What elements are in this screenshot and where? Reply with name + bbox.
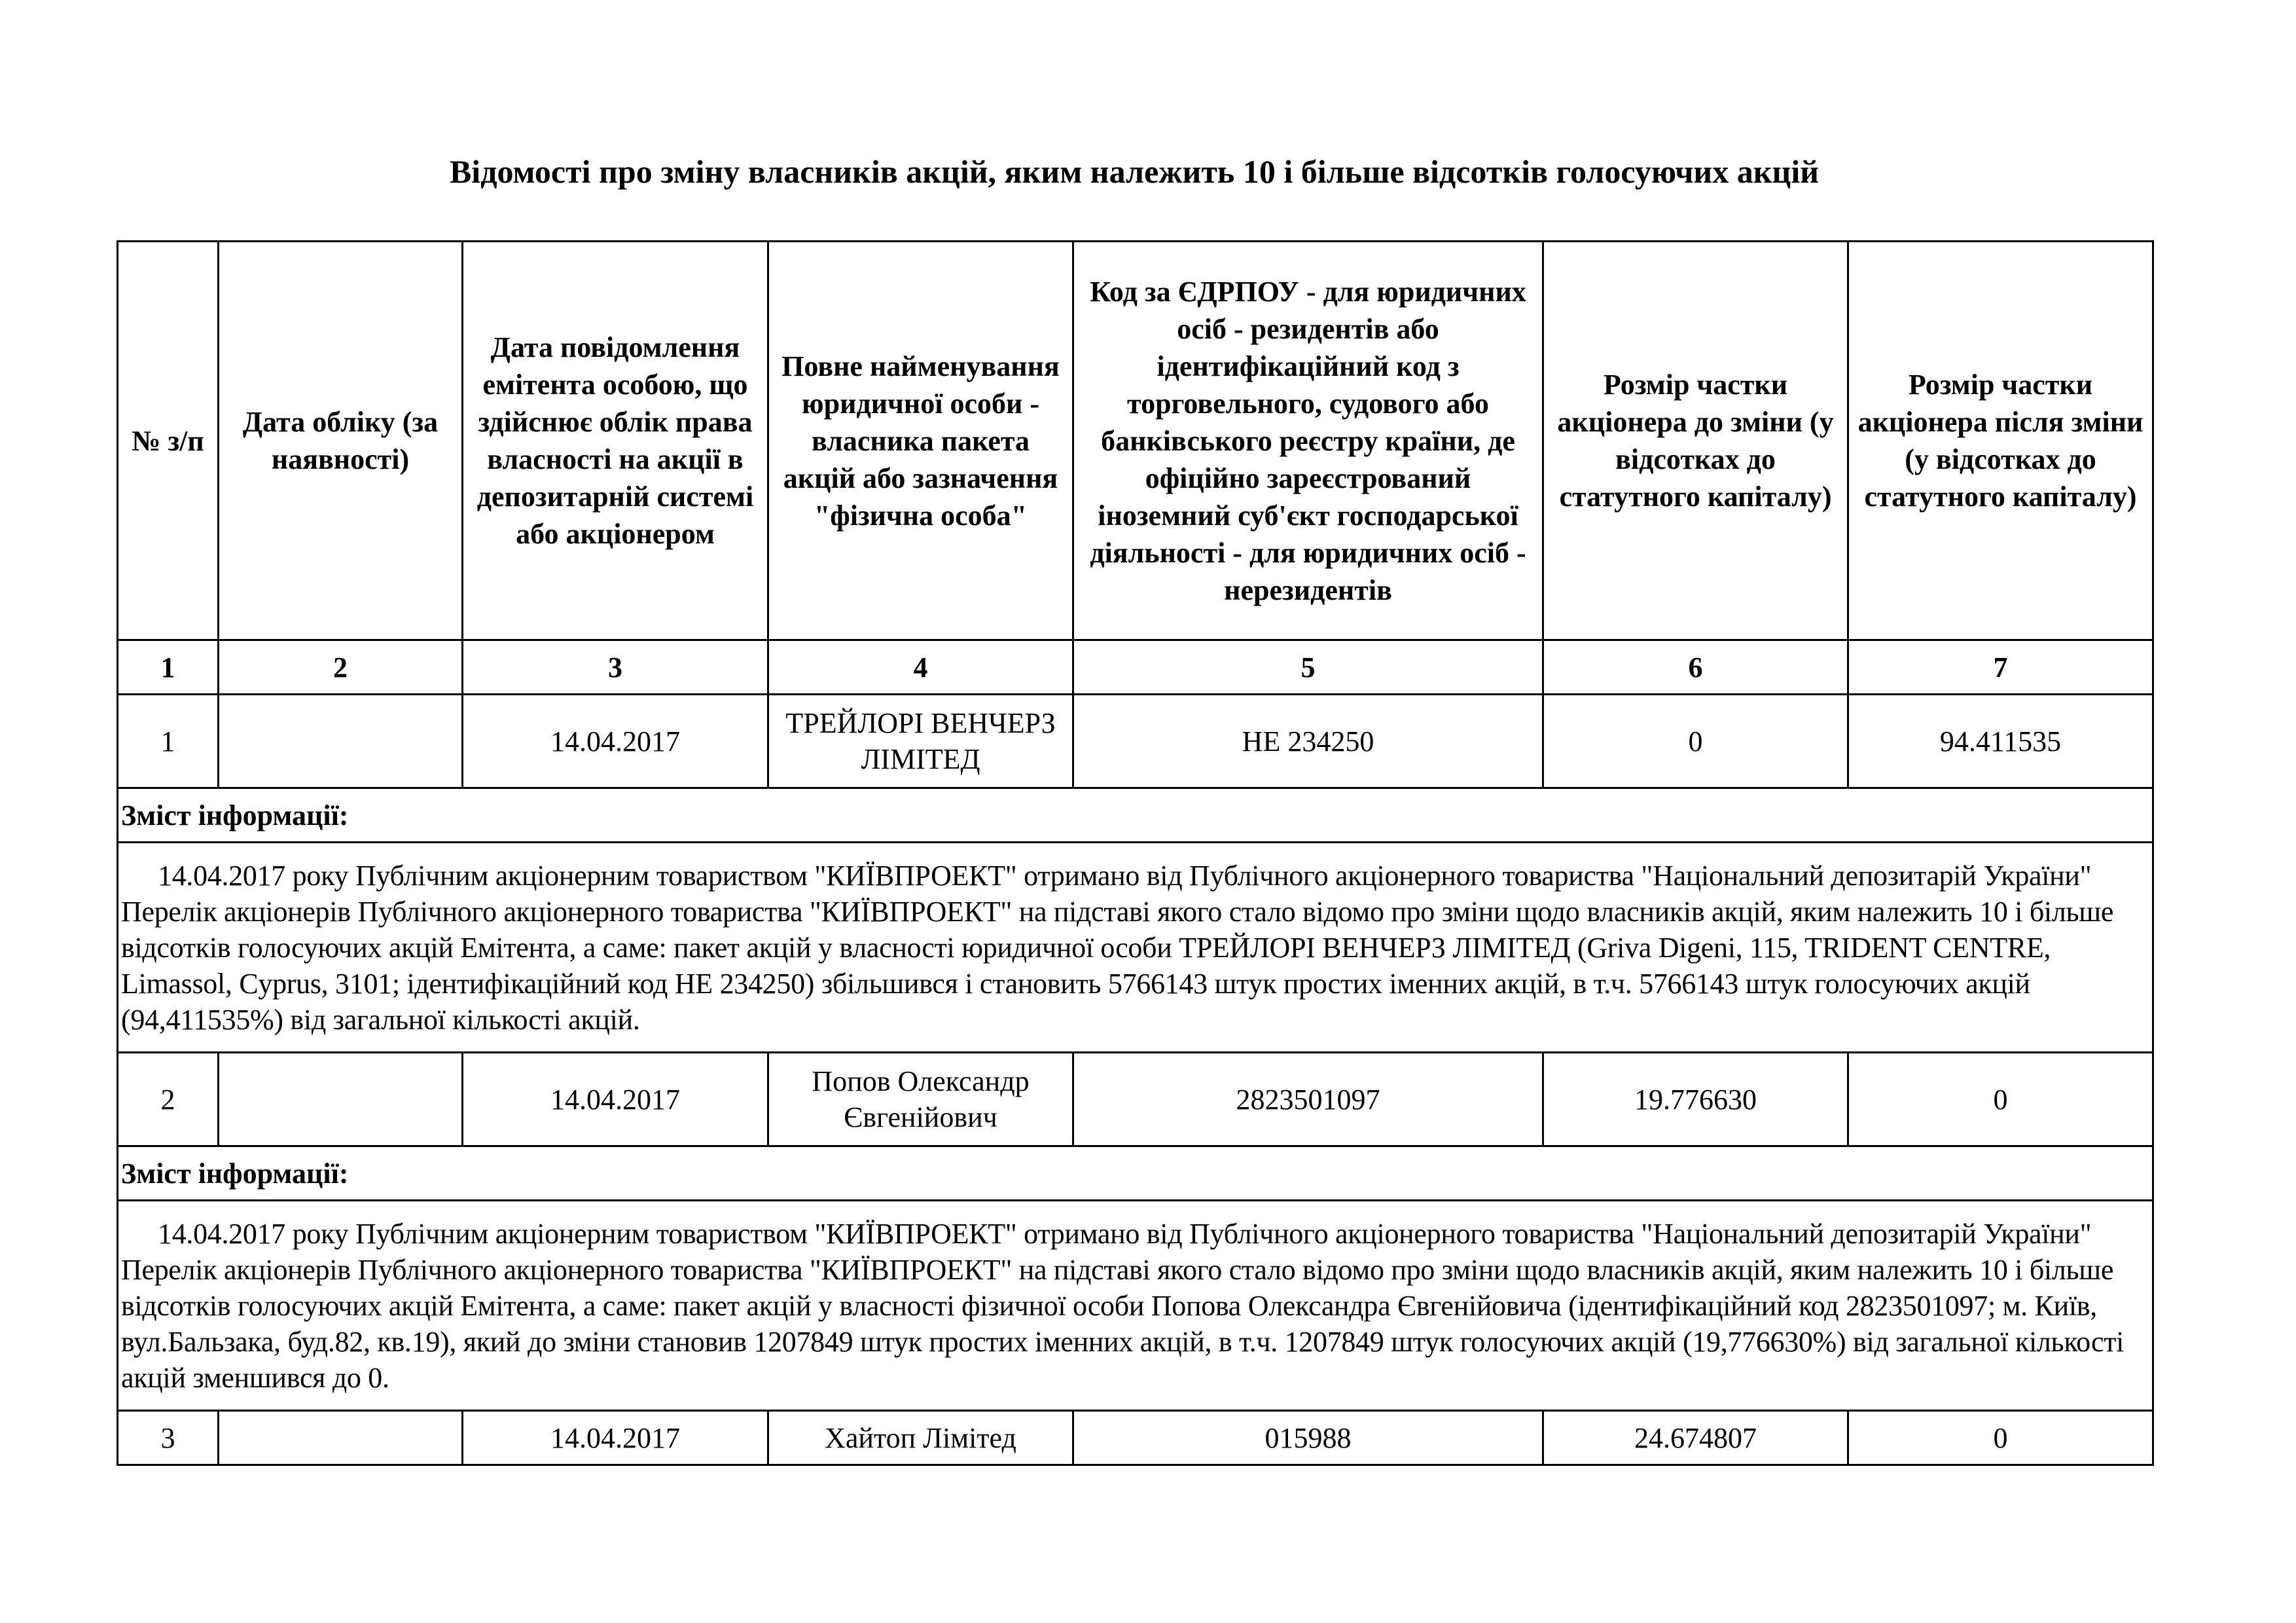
info-text: 14.04.2017 року Публічним акціонерним товариством "КИЇВПРОЕКТ" отримано від Публічного акціонерного товариства "Національний депозитарій України" Перелік акціонерів Публічного акціонерного товариства "КИЇВПРОЕКТ" на підставі якого стало відомо про зміни щодо власників акцій, яким належить 10 і більше відсотків голосуючих акцій Емітента, а саме: пакет акцій у власності фізичної особи Попова Олександра Євгенійовича (ідентифікаційний код 2823501097; м. Київ, вул.Бальзака, буд.82, кв.19), який до зміни становив 1207849 штук простих іменних акцій, в т.ч. 1207849 штук голосуючих акцій (19,776630%) від загальної кількості акцій зменшився до 0. bbox=[118, 1201, 2153, 1411]
header-cell-owner-name: Повне найменування юридичної особи - власника пакета акцій або зазначення "фізична особа" bbox=[768, 242, 1073, 640]
header-cell-code: Код за ЄДРПОУ - для юридичних осіб - резидентів або ідентифікаційний код з торговельного, судового або банківського реєстру країни, де офіційно зареєстрований іноземний суб'єкт господарської діяльності - для юридичних осіб - нерезидентів bbox=[1073, 242, 1543, 640]
info-label-row bbox=[118, 788, 2153, 843]
share-before: 24.674807 bbox=[1543, 1411, 1848, 1465]
share-before: 0 bbox=[1543, 695, 1848, 788]
column-number: 4 bbox=[768, 640, 1073, 695]
table-row bbox=[118, 695, 2153, 788]
owner-name: Хайтоп Лімітед bbox=[768, 1411, 1073, 1465]
notify-date: 14.04.2017 bbox=[463, 1411, 768, 1465]
owner-code: 015988 bbox=[1073, 1411, 1543, 1465]
info-label: Зміст інформації: bbox=[118, 788, 2153, 843]
shareholders-change-table bbox=[117, 240, 2154, 1466]
share-before: 19.776630 bbox=[1543, 1053, 1848, 1146]
owner-name: ТРЕЙЛОРІ ВЕНЧЕРЗ ЛІМІТЕД bbox=[768, 695, 1073, 788]
header-cell-share-after: Розмір частки акціонера після зміни (у відсотках до статутного капіталу) bbox=[1848, 242, 2153, 640]
header-cell-share-before: Розмір частки акціонера до зміни (у відсотках до статутного капіталу) bbox=[1543, 242, 1848, 640]
info-text-row bbox=[118, 843, 2153, 1053]
share-after: 94.411535 bbox=[1848, 695, 2153, 788]
info-text: 14.04.2017 року Публічним акціонерним товариством "КИЇВПРОЕКТ" отримано від Публічного акціонерного товариства "Національний депозитарій України" Перелік акціонерів Публічного акціонерного товариства "КИЇВПРОЕКТ" на підставі якого стало відомо про зміни щодо власників акцій, яким належить 10 і більше відсотків голосуючих акцій Емітента, а саме: пакет акцій у власності юридичної особи ТРЕЙЛОРІ ВЕНЧЕРЗ ЛІМІТЕД (Griva Digeni, 115, TRIDENT CENTRE, Limassol, Cyprus, 3101; ідентифікаційний код НЕ 234250) збільшився і становить 5766143 штук простих іменних акцій, в т.ч. 5766143 штук голосуючих акцій (94,411535%) від загальної кількості акцій. bbox=[118, 843, 2153, 1053]
notify-date: 14.04.2017 bbox=[463, 1053, 768, 1146]
column-number: 1 bbox=[118, 640, 219, 695]
column-number: 2 bbox=[219, 640, 463, 695]
share-after: 0 bbox=[1848, 1053, 2153, 1146]
column-number: 6 bbox=[1543, 640, 1848, 695]
table-row bbox=[118, 1411, 2153, 1465]
header-cell-record-date: Дата обліку (за наявності) bbox=[219, 242, 463, 640]
column-number: 5 bbox=[1073, 640, 1543, 695]
header-cell-notify-date: Дата повідомлення емітента особою, що здійснює облік права власності на акції в депозитарній системі або акціонером bbox=[463, 242, 768, 640]
info-text-row bbox=[118, 1201, 2153, 1411]
document-title: Відомості про зміну власників акцій, яким належить 10 і більше відсотків голосуючих акцій bbox=[449, 153, 1820, 190]
notify-date: 14.04.2017 bbox=[463, 695, 768, 788]
row-number: 3 bbox=[118, 1411, 219, 1465]
record-date bbox=[219, 1053, 463, 1146]
column-number: 7 bbox=[1848, 640, 2153, 695]
record-date bbox=[219, 1411, 463, 1465]
row-number: 2 bbox=[118, 1053, 219, 1146]
owner-code: 2823501097 bbox=[1073, 1053, 1543, 1146]
record-date bbox=[219, 695, 463, 788]
column-number: 3 bbox=[463, 640, 768, 695]
owner-code: НЕ 234250 bbox=[1073, 695, 1543, 788]
table-row bbox=[118, 1053, 2153, 1146]
header-cell-number: № з/п bbox=[118, 242, 219, 640]
row-number: 1 bbox=[118, 695, 219, 788]
info-label: Зміст інформації: bbox=[118, 1146, 2153, 1201]
share-after: 0 bbox=[1848, 1411, 2153, 1465]
info-label-row bbox=[118, 1146, 2153, 1201]
header-row bbox=[118, 242, 2153, 640]
owner-name: Попов Олександр Євгенійович bbox=[768, 1053, 1073, 1146]
column-number-row bbox=[118, 640, 2153, 695]
